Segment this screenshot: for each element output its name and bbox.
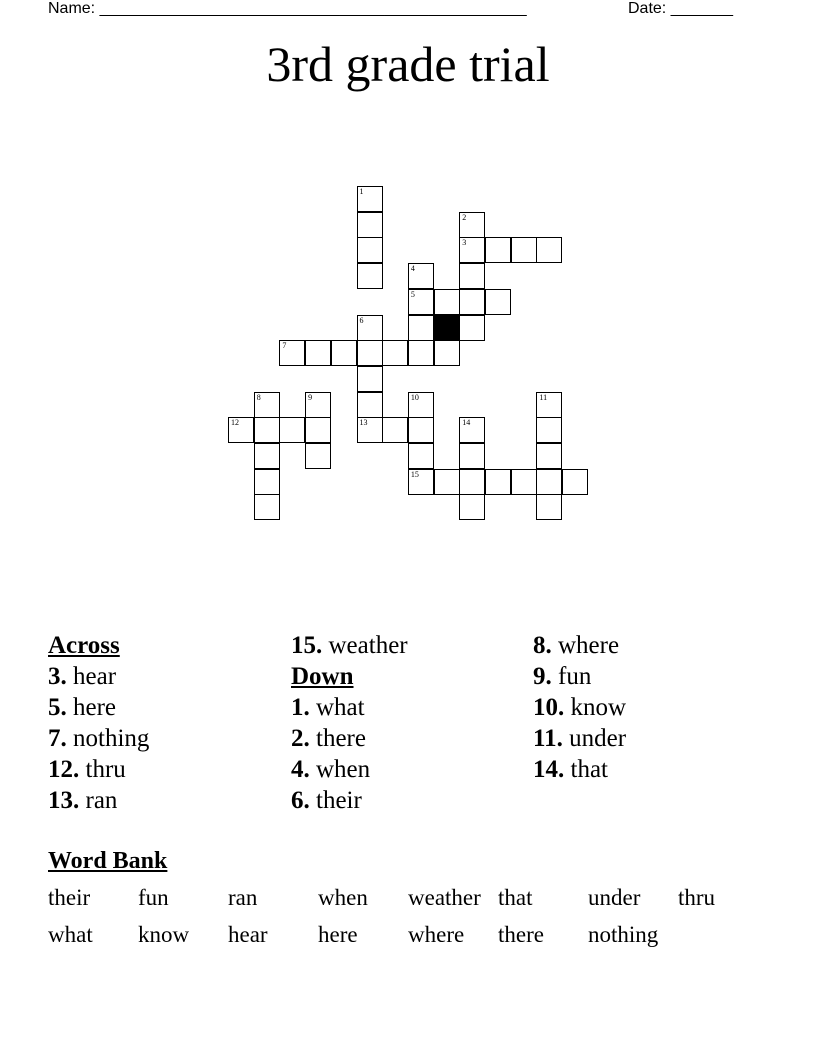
word-bank-item: under <box>588 885 641 910</box>
clue-item-text: here <box>73 694 117 721</box>
clue-item <box>291 723 531 754</box>
clue-item <box>533 754 773 785</box>
crossword-cell[interactable] <box>434 469 460 495</box>
clue-item <box>48 661 288 692</box>
clue-item-text: when <box>316 756 371 783</box>
word-bank-item: nothing <box>588 922 659 947</box>
crossword-cell[interactable] <box>459 289 485 315</box>
crossword-cell[interactable] <box>459 443 485 469</box>
clue-column <box>48 630 288 816</box>
crossword-cell[interactable] <box>459 212 485 238</box>
clue-item-number: 11. <box>533 725 563 752</box>
word-bank-item: weather <box>408 885 481 910</box>
crossword-cell[interactable] <box>536 417 562 443</box>
crossword-cell[interactable] <box>408 392 434 418</box>
clue-item <box>291 754 531 785</box>
crossword-cell[interactable] <box>254 443 280 469</box>
word-bank-item: what <box>48 922 93 947</box>
crossword-cell[interactable] <box>305 417 331 443</box>
crossword-cell[interactable] <box>382 340 408 366</box>
crossword-cell[interactable] <box>254 392 280 418</box>
crossword-cell[interactable] <box>357 263 383 289</box>
clue-heading: Across <box>48 632 120 659</box>
clue-item <box>533 661 773 692</box>
clue-item <box>533 630 773 661</box>
crossword-black-cell <box>434 315 460 341</box>
clue-item-text: thru <box>85 756 126 783</box>
crossword-cell[interactable] <box>536 494 562 520</box>
clue-item-number: 4. <box>291 756 310 783</box>
clue-item-text: that <box>570 756 608 783</box>
crossword-cell[interactable] <box>408 340 434 366</box>
clue-item-text: their <box>316 787 362 814</box>
clue-number: 10 <box>410 392 419 402</box>
crossword-cell[interactable] <box>408 263 434 289</box>
date-field-label[interactable]: Date: _______ <box>628 0 733 17</box>
clue-item-number: 8. <box>533 632 552 659</box>
word-bank-item: hear <box>228 922 268 947</box>
crossword-cell[interactable] <box>459 494 485 520</box>
crossword-cell[interactable] <box>408 289 434 315</box>
crossword-cell[interactable] <box>357 417 383 443</box>
clue-item-number: 12. <box>48 756 80 783</box>
crossword-cell[interactable] <box>536 469 562 495</box>
crossword-cell[interactable] <box>511 469 537 495</box>
clue-number: 1 <box>359 187 364 196</box>
clue-item-number: 2. <box>291 725 310 752</box>
clue-item-text: under <box>569 725 627 752</box>
clue-column <box>291 630 531 816</box>
crossword-cell[interactable] <box>434 340 460 366</box>
clue-item-number: 14. <box>533 756 565 783</box>
clue-number: 3 <box>462 238 467 248</box>
crossword-cell[interactable] <box>357 392 383 418</box>
clue-item <box>48 785 288 816</box>
clue-number: 12 <box>231 418 239 428</box>
clue-item-text: where <box>558 632 620 659</box>
crossword-cell[interactable] <box>357 212 383 238</box>
crossword-cell[interactable] <box>408 469 434 495</box>
crossword-cell[interactable] <box>434 289 460 315</box>
crossword-cell[interactable] <box>459 237 485 263</box>
crossword-cell[interactable] <box>459 469 485 495</box>
crossword-cell[interactable] <box>254 494 280 520</box>
crossword-cell[interactable] <box>357 186 383 212</box>
clue-item-number: 6. <box>291 787 310 814</box>
clue-item-number: 5. <box>48 694 67 721</box>
clue-number: 7 <box>282 341 287 351</box>
clue-item-text: hear <box>73 663 117 690</box>
crossword-cell[interactable] <box>357 237 383 263</box>
page-title: 3rd grade trial <box>266 36 550 92</box>
clue-column <box>533 630 773 785</box>
clue-number: 5 <box>410 289 415 299</box>
crossword-cell[interactable] <box>408 417 434 443</box>
crossword-cell[interactable] <box>305 340 331 366</box>
clue-item-number: 15. <box>291 632 323 659</box>
clue-item <box>533 723 773 754</box>
word-bank-item: their <box>48 885 91 910</box>
word-bank-item: where <box>408 922 465 947</box>
crossword-cell[interactable] <box>254 417 280 443</box>
clue-number: 11 <box>539 392 548 402</box>
word-bank-item: that <box>498 885 533 910</box>
crossword-cell[interactable] <box>562 469 588 495</box>
crossword-cell[interactable] <box>459 263 485 289</box>
crossword-cell[interactable] <box>511 237 537 263</box>
crossword-cell[interactable] <box>357 315 383 341</box>
clue-item <box>48 692 288 723</box>
crossword-cell[interactable] <box>357 340 383 366</box>
word-bank-item: thru <box>678 885 716 910</box>
crossword-cell[interactable] <box>279 340 305 366</box>
word-bank-item: when <box>318 885 368 910</box>
clue-item-number: 1. <box>291 694 310 721</box>
clue-item-text: know <box>570 694 627 721</box>
crossword-cell[interactable] <box>459 315 485 341</box>
word-bank-title: Word Bank <box>48 848 168 874</box>
crossword-cell[interactable] <box>536 443 562 469</box>
crossword-cell[interactable] <box>459 417 485 443</box>
clue-heading: Down <box>291 663 354 690</box>
crossword-cell[interactable] <box>485 237 511 263</box>
crossword-cell[interactable] <box>408 443 434 469</box>
clue-item <box>291 692 531 723</box>
clue-item-text: weather <box>328 632 408 659</box>
clue-number: 8 <box>256 392 261 402</box>
clue-item <box>291 630 531 661</box>
clue-item <box>291 785 531 816</box>
clue-number: 13 <box>359 418 368 428</box>
clue-item-text: there <box>316 725 366 752</box>
word-bank-item: know <box>138 922 190 947</box>
crossword-cell[interactable] <box>357 366 383 392</box>
crossword-cell[interactable] <box>485 289 511 315</box>
clue-item-number: 13. <box>48 787 80 814</box>
clue-item-text: nothing <box>73 725 150 752</box>
clue-item <box>48 754 288 785</box>
clue-item <box>533 692 773 723</box>
crossword-cell[interactable] <box>536 392 562 418</box>
crossword-cell[interactable] <box>382 417 408 443</box>
crossword-cell[interactable] <box>331 340 357 366</box>
crossword-cell[interactable] <box>305 392 331 418</box>
clue-number: 2 <box>462 212 467 222</box>
clue-number: 15 <box>410 469 419 479</box>
crossword-cell[interactable] <box>305 443 331 469</box>
crossword-cell[interactable] <box>485 469 511 495</box>
name-field-label[interactable]: Name: ________________________________________________ <box>48 0 527 17</box>
clue-item-text: fun <box>558 663 592 690</box>
clue-item-number: 9. <box>533 663 552 690</box>
word-bank-item: fun <box>138 885 169 910</box>
crossword-cell[interactable] <box>254 469 280 495</box>
clue-number: 9 <box>308 392 313 402</box>
word-bank-item: there <box>498 922 544 947</box>
clue-item-text: ran <box>85 787 118 814</box>
clue-item <box>48 723 288 754</box>
clue-number: 6 <box>359 315 364 325</box>
crossword-cell[interactable] <box>408 315 434 341</box>
word-bank-item: ran <box>228 885 258 910</box>
clue-number: 4 <box>410 264 415 274</box>
crossword-cell[interactable] <box>228 417 254 443</box>
clue-item-number: 7. <box>48 725 67 752</box>
clue-item-number: 10. <box>533 694 565 721</box>
clue-item-number: 3. <box>48 663 67 690</box>
word-bank-item: here <box>318 922 358 947</box>
clue-number: 14 <box>462 418 471 428</box>
crossword-cell[interactable] <box>536 237 562 263</box>
crossword-cell[interactable] <box>279 417 305 443</box>
clue-item-text: what <box>316 694 365 721</box>
